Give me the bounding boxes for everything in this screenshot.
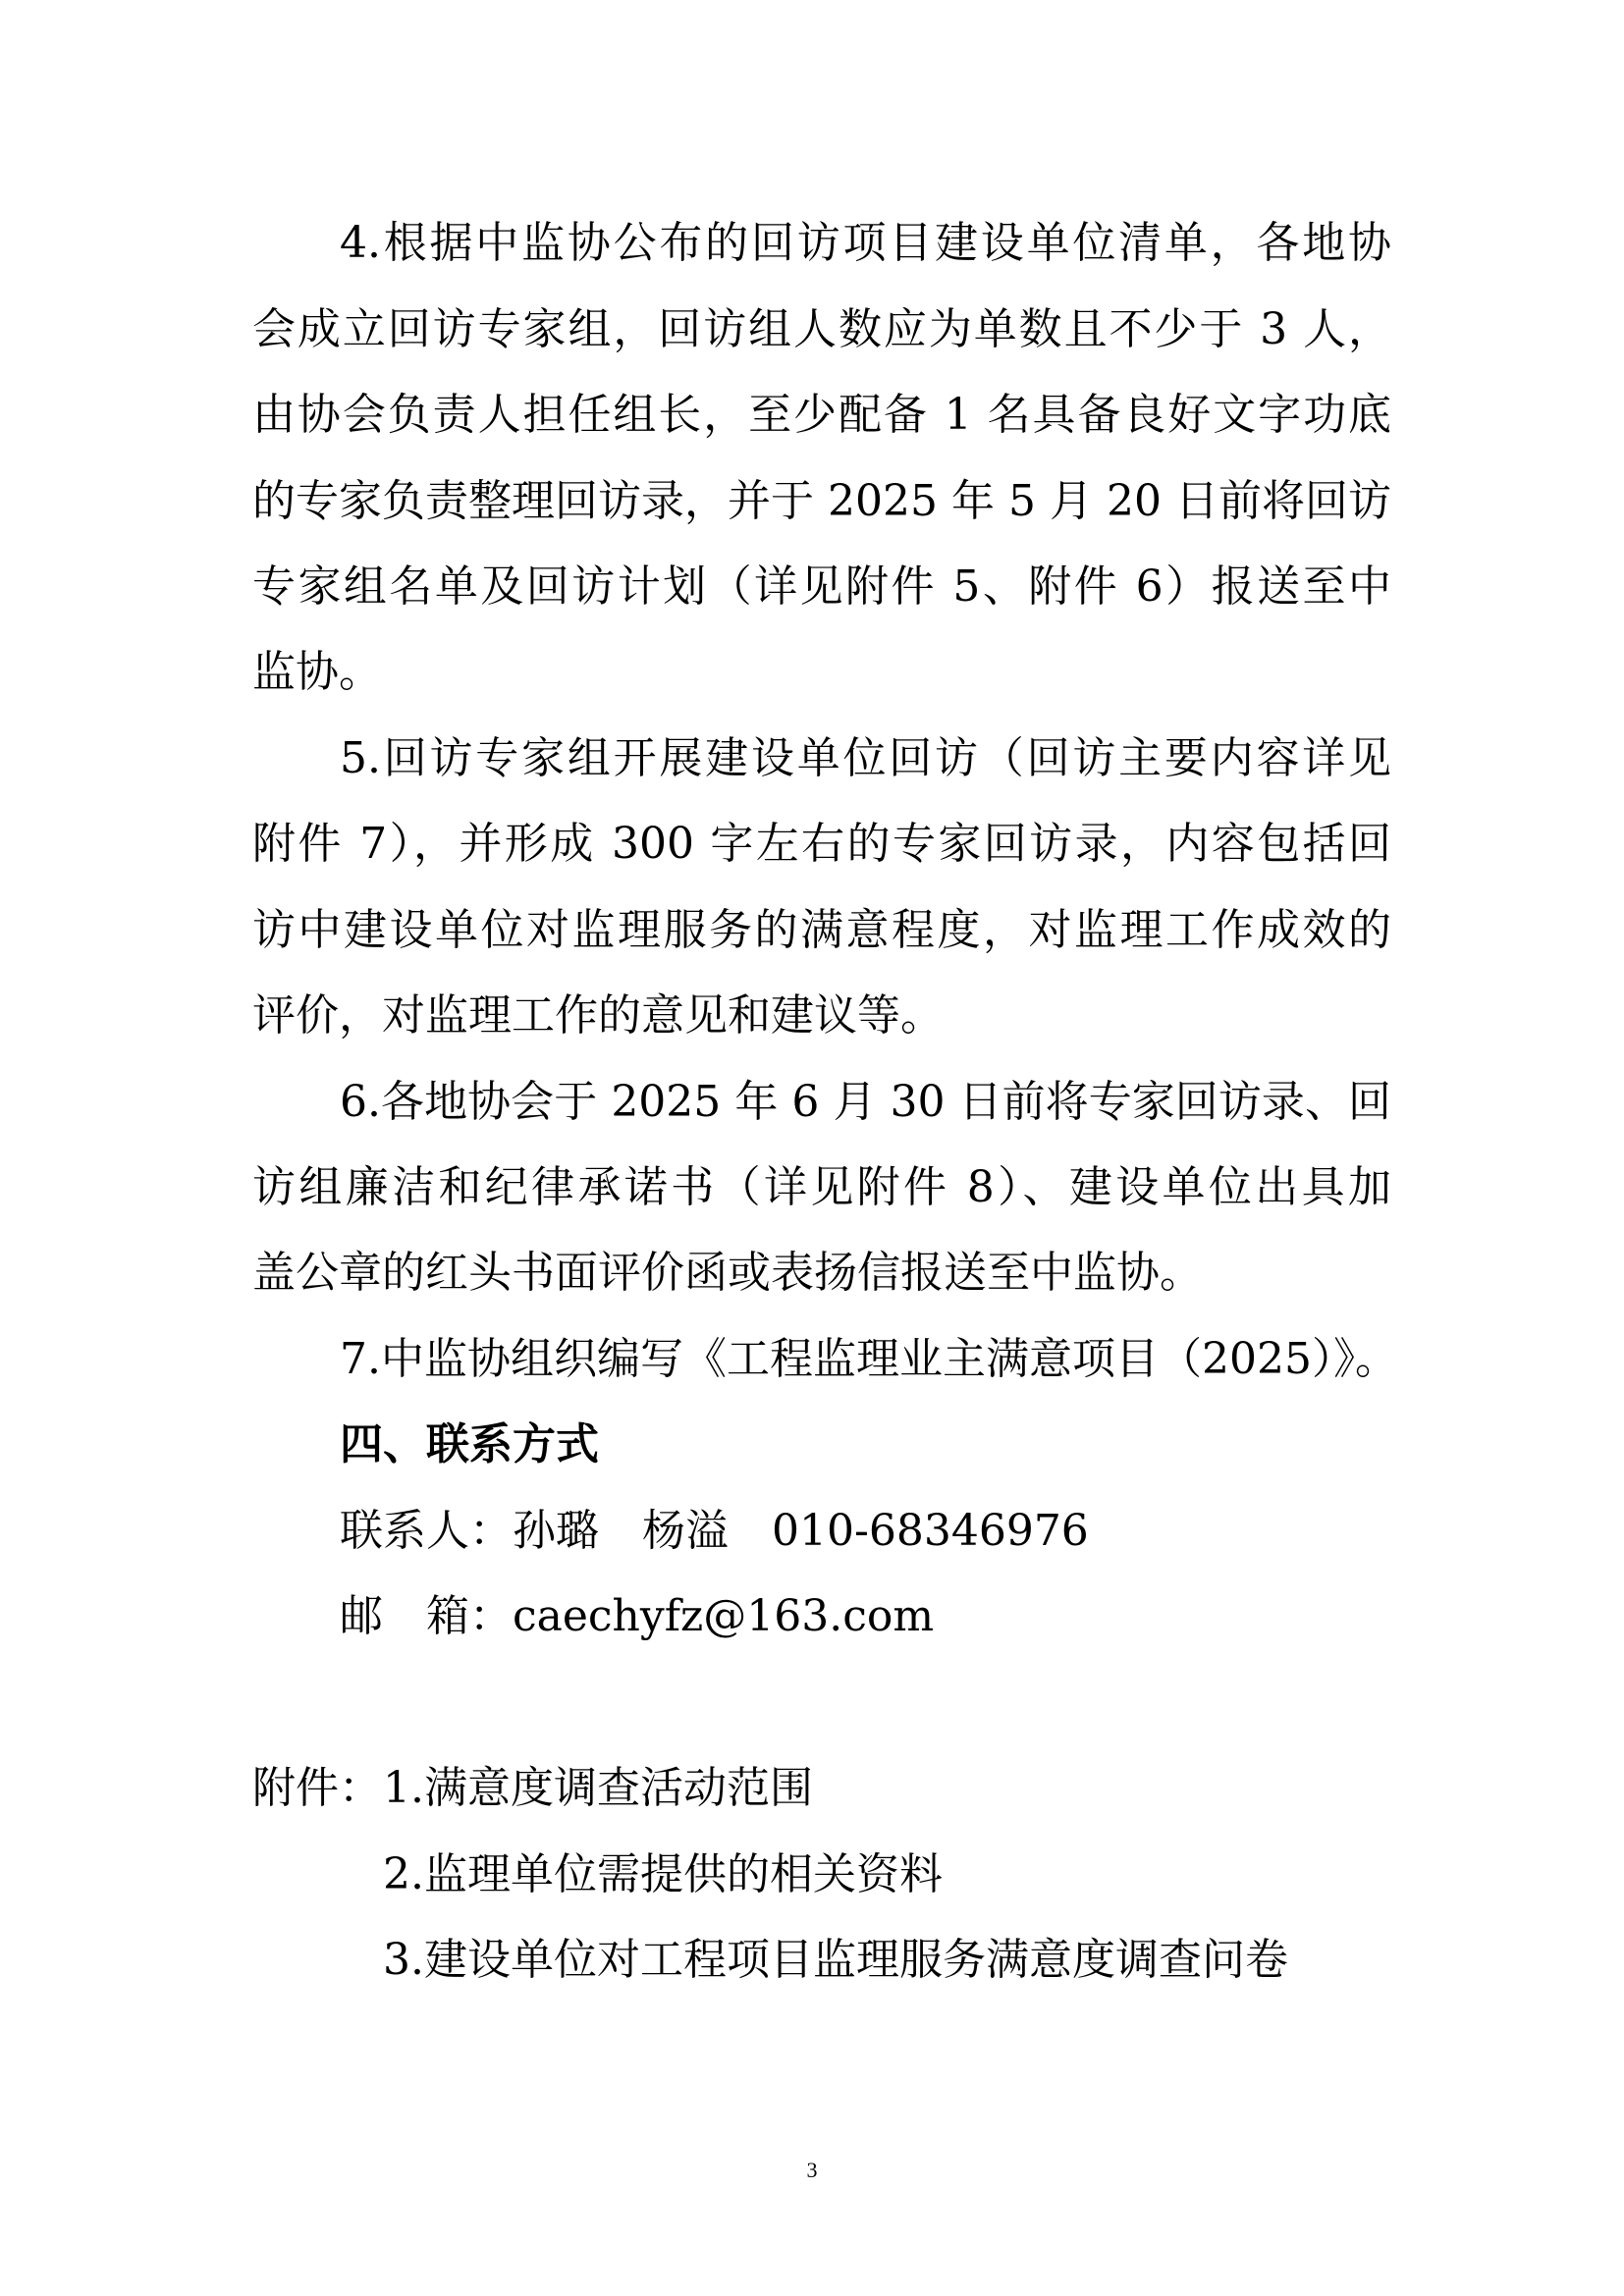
contact-phone: 010-68346976 (772, 1506, 1089, 1556)
paragraph-4-line-6: 监协。 (252, 647, 382, 697)
paragraph-4-line-4: 的专家负责整理回访录，并于 2025 年 5 月 20 日前将回访 (252, 476, 1392, 526)
contact-person-label: 联系人： (340, 1506, 513, 1556)
contact-email-line (340, 1587, 934, 1646)
paragraph-6-line-2: 访组廉洁和纪律承诺书（详见附件 8）、建设单位出具加 (252, 1162, 1391, 1212)
paragraph-4-line-1: 4.根据中监协公布的回访项目建设单位清单，各地协 (340, 218, 1391, 268)
paragraph-6-line-1: 6.各地协会于 2025 年 6 月 30 日前将专家回访录、回 (340, 1077, 1391, 1127)
page-number: 3 (806, 2158, 818, 2182)
paragraph-5-line-3: 访中建设单位对监理服务的满意程度，对监理工作成效的 (252, 905, 1391, 955)
paragraph-4-line-3: 由协会负责人担任组长，至少配备 1 名具备良好文字功底 (252, 390, 1391, 440)
paragraph-6-line-3: 盖公章的红头书面评价函或表扬信报送至中监协。 (252, 1248, 1203, 1298)
contact-person-2: 杨溢 (642, 1506, 729, 1556)
attachments-label: 附件： (252, 1763, 382, 1813)
paragraph-5-line-2: 附件 7），并形成 300 字左右的专家回访录，内容包括回 (252, 819, 1391, 869)
paragraph-7-line-1: 7.中监协组织编写《工程监理业主满意项目（2025）》。 (340, 1334, 1398, 1384)
section-heading: 四、联系方式 (340, 1419, 599, 1469)
paragraph-4-line-2: 会成立回访专家组，回访组人数应为单数且不少于 3 人， (252, 304, 1391, 354)
paragraph-4-line-5: 专家组名单及回访计划（详见附件 5、附件 6）报送至中 (252, 561, 1391, 612)
attachment-item-2: 2.监理单位需提供的相关资料 (383, 1849, 943, 1899)
contact-email-label: 邮 箱： (340, 1591, 513, 1641)
attachment-item-1: 1.满意度调查活动范围 (383, 1763, 813, 1813)
contact-person-1: 孙璐 (513, 1506, 599, 1556)
paragraph-5-line-4: 评价，对监理工作的意见和建议等。 (252, 990, 944, 1041)
contact-person-line (340, 1502, 1089, 1561)
contact-email: caechyfz@163.com (513, 1591, 935, 1641)
paragraph-5-line-1: 5.回访专家组开展建设单位回访（回访主要内容详见 (340, 733, 1391, 783)
attachment-item-3: 3.建设单位对工程项目监理服务满意度调查问卷 (383, 1935, 1288, 1985)
